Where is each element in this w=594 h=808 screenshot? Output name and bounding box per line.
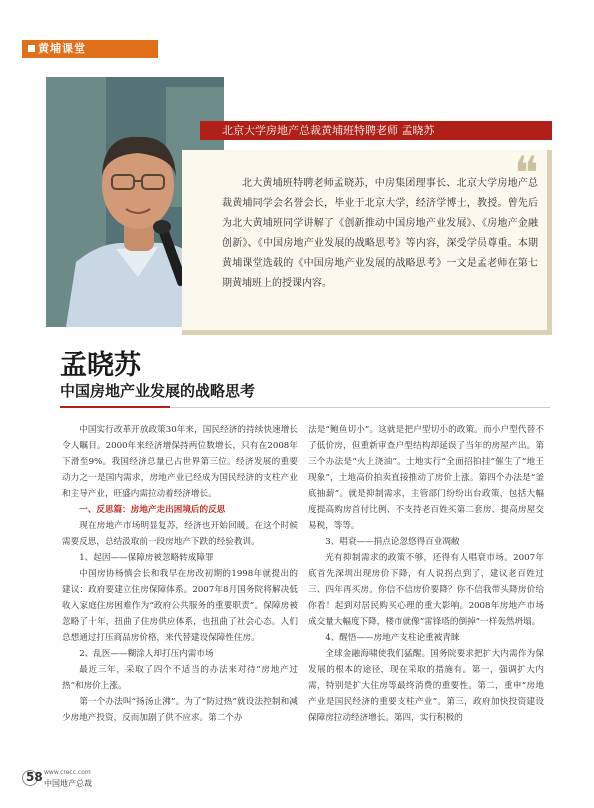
section-heading: 一、反思篇：房地产走出困境后的反思: [79, 505, 226, 515]
body-column-right: [308, 422, 544, 726]
paragraph: 中国实行改革开放政策30年来，国民经济的持续快速增长令人瞩目。2000年来经济增保持两位数增长，只有在2008年下滑至9%。我国经济总量已占世界第三位。经济发展的重要动力之一是国内需求，房地产业已经成为国民经济的支柱产业和主导产业，旺盛内需拉动着经济增长。: [62, 425, 298, 499]
footer-url: www.crecc.com: [44, 769, 91, 776]
paragraph: 全球金融海啸使我们猛醒。国务院要求把扩大内需作为保发展的根本的途径，现在采取的措施有。第一，强调扩大内需，特别是扩大住房等最终消费的重要性。第二，重申“房地产业是国民经济的重要支柱产业”。第三，政府加快投资建设保障房拉动经济增长。第四，实行积极的: [308, 649, 544, 723]
column-tag-square-icon: [28, 45, 35, 52]
paragraph: 最近三年，采取了四个不适当的办法来对待“房地产过热”和房价上涨。: [62, 665, 298, 691]
title-divider-accent: [60, 406, 170, 408]
page-number: 58: [26, 770, 43, 784]
paragraph: 中国房协杨慎会长和我早在房改初期的1998年就提出的建议：政府要建立住房保障体系。2007年8月国务院将解决低收入家庭住房困难作为“政府公共服务的重要职责”。保障房被忽略了十年，扭曲了住房供应体系，也扭曲了社会心态。人们总想通过打压商品房价格，来代替建设保障性住房。: [62, 569, 298, 643]
intro-text: 北大黄埔班特聘老师孟晓苏，中房集团理事长、北京大学房地产总裁黄埔同学会名誉会长，毕业于北京大学，经济学博士，教授。曾先后为北大黄埔班同学讲解了《创新推动中国房地产业发展》、《房地产金融创新》、《中国房地产业发展的战略思考》等内容，深受学员尊重。本期黄埔课堂选载的《中国房地产业发展的战略思考》一文是孟老师在第七期黄埔班上的授课内容。: [222, 178, 538, 289]
subsection-heading: 4、醒悟——房地产支柱论重被青睐: [325, 633, 460, 643]
name-banner-text: 北京大学房地产总裁黄埔班特聘老师 孟晓苏: [222, 124, 435, 137]
author-name: 孟晓苏: [60, 350, 141, 381]
paragraph: 第一个办法叫“扬汤止沸”。为了“防过热”就设法控制和减少房地产投资，反而加剧了供不应求。第二个办: [62, 697, 298, 723]
column-tag-label: 黄埔课堂: [38, 42, 86, 55]
subsection-heading: 1、起因——保障房被忽略转成障罪: [79, 553, 214, 563]
paragraph: 现在房地产市场明显复苏，经济也开始回暖。在这个时候需要反思，总结汲取前一段房地产下跌的经验教训。: [62, 521, 298, 547]
article-title: 中国房地产业发展的战略思考: [60, 382, 256, 400]
paragraph: 法是“鲍鱼切小”。这就是把户型切小的政策。而小户型代替不了低价房，但重新审查户型结构却延误了当年的房屋产出。第三个办法是“火上浇油”。土地实行“全面招拍挂”催生了“地王现象”，土地高价拍卖直接推动了房价上涨。第四个办法是“釜底抽薪”。就是抑制需求，主管部门纷纷出台政策，包括大幅度提高购房首付比例、不支持老百姓买第二套房、提高房屋交易税，等等。: [308, 425, 544, 531]
subsection-heading: 3、唱衰——捐点论忽悠得百业凋敝: [325, 537, 460, 547]
body-column-left: [62, 422, 298, 726]
paragraph: 光有抑制需求的政策不够，还得有人唱衰市场。2007年底首先深圳出现房价下降，有人说拐点到了，建议老百姓过三、四年再买房。你信不信房价要降？你不信我带头降房价给你看！起到对居民购买心理的重大影响。2008年房地产市场成交量大幅度下降，楼市就像“雷锋塔的倒掉”一样轰然坍塌。: [308, 553, 544, 627]
footer-magazine-name: 中国地产总裁: [44, 779, 92, 788]
subsection-heading: 2、乱医——糊涂人却打压内需市场: [79, 649, 214, 659]
quote-mark-icon: ❝: [514, 146, 539, 200]
